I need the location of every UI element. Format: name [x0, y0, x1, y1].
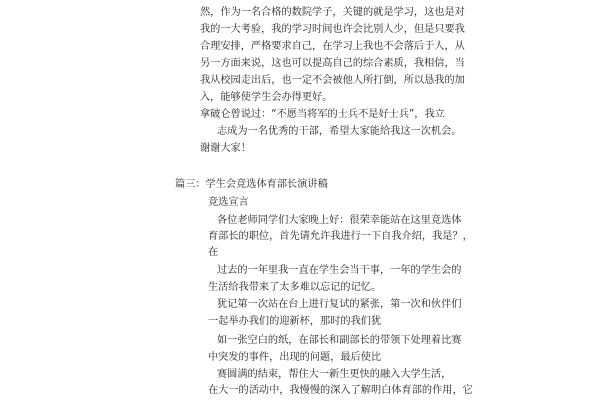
speech-line: 赛圆满的结束，帮住大一新生更快的融入大学生活， [217, 369, 452, 380]
text-line: 然，作为一名合格的数院学子，关键的就是学习，这也是对 [200, 7, 465, 18]
speech-line: 在 [208, 247, 219, 258]
text-line: 谢谢大家！ [200, 143, 251, 154]
text-line: 另一方面来说，这也可以提高自己的综合素质，我相信，当 [200, 58, 465, 69]
text-line: 入，能够使学生会办得更好。 [200, 92, 333, 103]
speech-line: 犹记第一次站在台上进行复试的紧张，第一次和伙伴们 [217, 299, 462, 310]
speech-line: 如一张空白的纸，在部长和副部长的带领下处理着比赛 [217, 335, 462, 346]
speech-line: 过去的一年里我一直在学生会当干事，一年的学生会的 [217, 265, 462, 276]
speech-line: 育部长的职位，首先请允许我进行一下自我介绍，我是？， [208, 231, 473, 242]
text-line: 拿破仑曾说过：“不愿当将军的士兵不是好士兵”，我立 [200, 109, 445, 120]
speech-title: 竞选宣言 [208, 197, 249, 208]
section-heading: 篇三：学生会竞选体育部长演讲稿 [175, 179, 328, 190]
speech-line: 在大一的活动中，我慢慢的深入了解明白体育部的作用，它 [208, 385, 473, 396]
speech-line: 一起举办我们的迎新杯，那时的我们犹 [208, 316, 382, 327]
speech-line: 中突发的事件，出现的问题，最后使比 [208, 352, 382, 363]
text-line: 志成为一名优秀的干部，希望大家能给我这一次机会。 [217, 126, 462, 137]
speech-line: 各位老师同学们大家晚上好：很荣幸能站在这里竞选体 [217, 215, 462, 226]
speech-line: 生活给我带来了太多难以忘记的记忆。 [208, 282, 382, 293]
text-line: 我的一大考验，我的学习时间也许会比别人少，但是只要我 [200, 24, 465, 35]
text-line: 我从校园走出后，也一定不会被他人所打倒，所以恳我的加 [200, 75, 465, 86]
text-line: 合理安排，严格要求自己，在学习上我也不会落后于人，从 [200, 41, 465, 52]
